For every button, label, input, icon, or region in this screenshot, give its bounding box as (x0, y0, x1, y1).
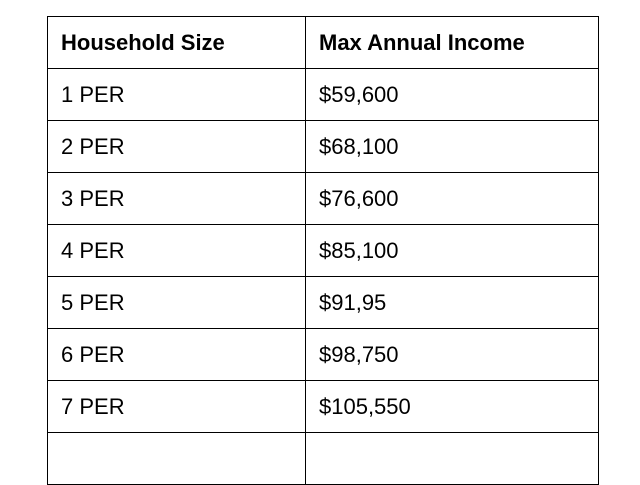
max-income-cell: $76,600 (306, 173, 599, 225)
household-size-cell: 2 PER (48, 121, 306, 173)
household-size-cell: 5 PER (48, 277, 306, 329)
max-income-cell: $59,600 (306, 69, 599, 121)
income-table-container (47, 16, 598, 485)
household-size-cell (48, 433, 306, 485)
table-row-partial (48, 433, 599, 485)
income-limits-table (47, 16, 599, 485)
max-income-cell: $85,100 (306, 225, 599, 277)
table-row (48, 329, 599, 381)
max-income-cell (306, 433, 599, 485)
max-income-cell: $91,95 (306, 277, 599, 329)
household-size-cell: 4 PER (48, 225, 306, 277)
household-size-cell: 3 PER (48, 173, 306, 225)
table-row (48, 121, 599, 173)
household-size-cell: 7 PER (48, 381, 306, 433)
table-header-row (48, 17, 599, 69)
table-row (48, 381, 599, 433)
table-row (48, 69, 599, 121)
header-max-annual-income: Max Annual Income (306, 17, 599, 69)
table-row (48, 225, 599, 277)
header-household-size: Household Size (48, 17, 306, 69)
table-row (48, 173, 599, 225)
household-size-cell: 6 PER (48, 329, 306, 381)
max-income-cell: $98,750 (306, 329, 599, 381)
max-income-cell: $105,550 (306, 381, 599, 433)
household-size-cell: 1 PER (48, 69, 306, 121)
table-row (48, 277, 599, 329)
max-income-cell: $68,100 (306, 121, 599, 173)
